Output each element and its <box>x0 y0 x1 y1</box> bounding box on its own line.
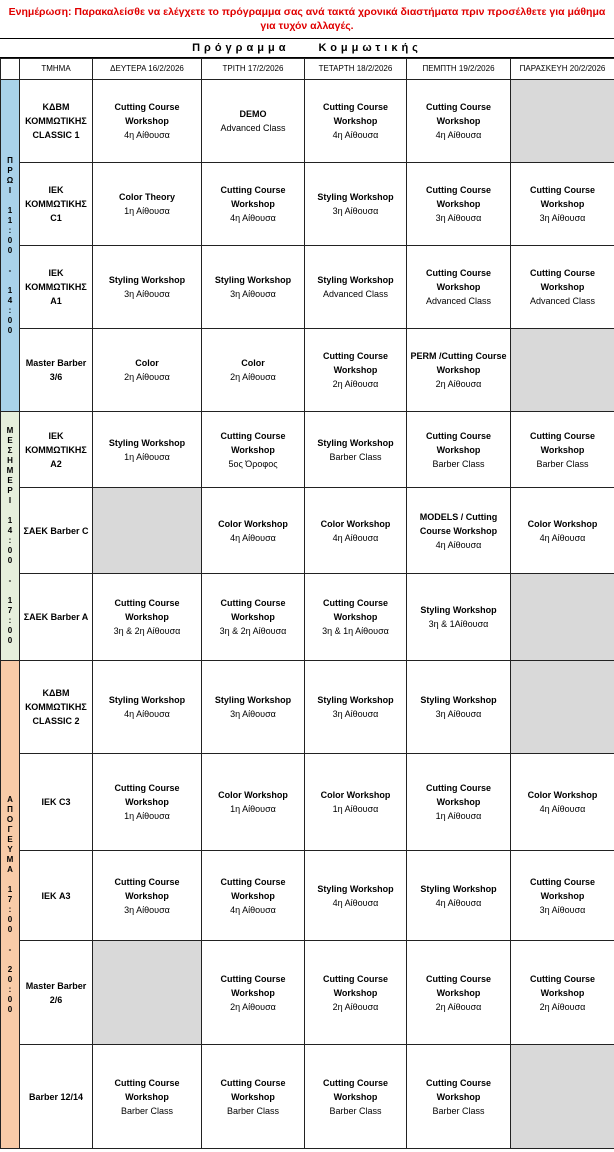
course-name: Cutting Course Workshop <box>426 783 491 807</box>
schedule-table <box>0 58 614 1149</box>
group-name: ΙΕΚ ΚΟΜΜΩΤΙΚΗΣ A1 <box>20 246 93 329</box>
room-name: Advanced Class <box>220 123 286 133</box>
class-slot <box>202 851 305 941</box>
period-label <box>1 661 20 1149</box>
class-slot <box>93 80 202 163</box>
course-name: Cutting Course Workshop <box>323 1077 388 1102</box>
class-slot <box>93 163 202 246</box>
course-name: Styling Workshop <box>108 437 186 448</box>
room-name: 2η Αίθουσα <box>124 372 170 382</box>
table-row <box>1 941 614 1045</box>
empty-slot <box>511 574 614 661</box>
course-name: Cutting Course Workshop <box>426 268 491 292</box>
class-slot <box>202 329 305 412</box>
room-name: 3η Αίθουσα <box>124 289 170 299</box>
room-name: Barber Class <box>329 1105 382 1116</box>
course-name: MODELS / Cutting Course Workshop <box>419 511 498 536</box>
class-slot <box>407 754 511 851</box>
course-name: Cutting Course Workshop <box>220 430 286 455</box>
room-name: 4η Αίθουσα <box>230 532 276 543</box>
room-name: 1η Αίθουσα <box>124 206 170 216</box>
room-name: 5ος Όροφος <box>228 458 278 469</box>
room-name: 1η Αίθουσα <box>124 811 170 821</box>
class-slot <box>202 80 305 163</box>
room-name: 3η Αίθουσα <box>435 213 482 223</box>
room-name: 3η Αίθουσα <box>230 709 276 719</box>
course-name: Cutting Course Workshop <box>220 973 286 998</box>
header-row <box>1 59 614 80</box>
class-slot <box>202 661 305 754</box>
class-slot <box>202 163 305 246</box>
room-name: Barber Class <box>226 1105 280 1116</box>
page-title: Πρόγραμμα Κομμωτικής <box>0 38 614 58</box>
room-name: 2η Αίθουσα <box>230 1001 276 1012</box>
course-name: Cutting Course Workshop <box>323 351 388 375</box>
class-slot <box>305 574 407 661</box>
class-slot <box>407 488 511 574</box>
room-name: 1η Αίθουσα <box>435 811 482 821</box>
course-name: Cutting Course Workshop <box>530 430 595 455</box>
course-name: Styling Workshop <box>317 883 394 894</box>
class-slot <box>202 941 305 1045</box>
room-name: 3η & 1η Αίθουσα <box>322 626 389 636</box>
group-name: ΙΕΚ ΚΟΜΜΩΤΙΚΗΣ C1 <box>20 163 93 246</box>
course-name: Styling Workshop <box>108 275 186 285</box>
course-name: Styling Workshop <box>420 883 497 894</box>
course-name: Cutting Course Workshop <box>220 598 286 622</box>
room-name: 4η Αίθουσα <box>230 213 276 223</box>
room-name: 4η Αίθουσα <box>124 130 170 140</box>
room-name: 3η Αίθουσα <box>435 709 482 719</box>
room-name: 3η Αίθουσα <box>124 904 170 915</box>
class-slot <box>93 412 202 488</box>
course-name: Styling Workshop <box>214 695 292 705</box>
class-slot <box>511 488 614 574</box>
course-name: Cutting Course Workshop <box>114 598 180 622</box>
course-name: DEMO <box>239 109 267 119</box>
course-name: Styling Workshop <box>317 275 394 285</box>
room-name: 2η Αίθουσα <box>230 372 276 382</box>
course-name: Cutting Course Workshop <box>426 102 491 126</box>
class-slot <box>202 488 305 574</box>
course-name: Styling Workshop <box>108 695 186 705</box>
empty-slot <box>511 329 614 412</box>
class-slot <box>305 329 407 412</box>
class-slot <box>511 412 614 488</box>
class-slot <box>93 661 202 754</box>
class-slot <box>93 754 202 851</box>
class-slot <box>93 1045 202 1149</box>
group-name: ΙΕΚ A3 <box>20 851 93 941</box>
class-slot <box>305 941 407 1045</box>
room-name: 4η Αίθουσα <box>435 539 482 550</box>
class-slot <box>407 661 511 754</box>
course-name: Cutting Course Workshop <box>323 973 388 998</box>
group-name: Barber 12/14 <box>20 1045 93 1149</box>
room-name: 2η Αίθουσα <box>332 379 379 389</box>
room-name: 1η Αίθουσα <box>124 451 170 462</box>
table-row <box>1 754 614 851</box>
course-name: Color Workshop <box>218 518 288 529</box>
class-slot <box>305 412 407 488</box>
course-name: Cutting Course Workshop <box>530 973 595 998</box>
class-slot <box>93 329 202 412</box>
course-name: Color Workshop <box>320 518 391 529</box>
period-label-text: Α Π Ο Γ Ε Υ Μ Α 1 7 : 0 0 - 2 0 : 0 0 <box>6 794 14 1014</box>
class-slot <box>305 163 407 246</box>
room-name: 4η Αίθουσα <box>539 804 586 814</box>
table-row <box>1 574 614 661</box>
course-name: Cutting Course Workshop <box>323 598 388 622</box>
column-header: ΔΕΥΤΕΡΑ 16/2/2026 <box>93 59 202 80</box>
table-row <box>1 80 614 163</box>
room-name: 3η Αίθουσα <box>539 213 586 223</box>
period-label <box>1 80 20 412</box>
table-row <box>1 851 614 941</box>
course-name: Styling Workshop <box>317 192 394 202</box>
room-name: Advanced Class <box>529 296 596 306</box>
course-name: Styling Workshop <box>420 605 497 615</box>
room-name: 4η Αίθουσα <box>435 897 482 908</box>
class-slot <box>93 246 202 329</box>
class-slot <box>407 246 511 329</box>
period-label-text: Π Ρ Ω Ι 1 1 : 0 0 - 1 4 : 0 0 <box>6 155 14 335</box>
table-row <box>1 488 614 574</box>
corner-cell <box>1 59 20 80</box>
course-name: Cutting Course Workshop <box>220 1077 286 1102</box>
group-name: Master Barber 2/6 <box>20 941 93 1045</box>
course-name: Styling Workshop <box>420 695 497 705</box>
room-name: 4η Αίθουσα <box>124 709 170 719</box>
column-header: ΤΕΤΑΡΤΗ 18/2/2026 <box>305 59 407 80</box>
course-name: Cutting Course Workshop <box>114 1077 180 1102</box>
table-row <box>1 329 614 412</box>
class-slot <box>202 754 305 851</box>
class-slot <box>305 851 407 941</box>
room-name: 4η Αίθουσα <box>332 532 379 543</box>
group-name: ΙΕΚ C3 <box>20 754 93 851</box>
class-slot <box>93 574 202 661</box>
column-header: ΤΜΗΜΑ <box>20 59 93 80</box>
class-slot <box>202 412 305 488</box>
room-name: Barber Class <box>432 458 485 469</box>
class-slot <box>511 754 614 851</box>
room-name: 2η Αίθουσα <box>435 1001 482 1012</box>
group-name: ΣΑΕΚ Barber A <box>20 574 93 661</box>
room-name: Barber Class <box>120 1105 174 1116</box>
room-name: Advanced Class <box>322 289 389 299</box>
room-name: 3η Αίθουσα <box>332 206 379 216</box>
group-name: Master Barber 3/6 <box>20 329 93 412</box>
empty-slot <box>511 661 614 754</box>
column-header: ΠΑΡΑΣΚΕΥΗ 20/2/2026 <box>511 59 614 80</box>
room-name: Advanced Class <box>425 296 492 306</box>
period-label-text: Μ Ε Σ Η Μ Ε Ρ Ι 1 4 : 0 0 - 1 7 : 0 0 <box>6 426 14 645</box>
room-name: Barber Class <box>329 451 382 462</box>
empty-slot <box>511 1045 614 1149</box>
class-slot <box>511 941 614 1045</box>
course-name: Cutting Course Workshop <box>220 876 286 901</box>
class-slot <box>305 488 407 574</box>
room-name: Barber Class <box>432 1105 485 1116</box>
room-name: 3η & 2η Αίθουσα <box>113 626 181 636</box>
course-name: Cutting Course Workshop <box>426 185 491 209</box>
group-name: ΚΔΒΜ ΚΟΜΜΩΤΙΚΗΣ CLASSIC 2 <box>20 661 93 754</box>
class-slot <box>407 80 511 163</box>
room-name: Barber Class <box>536 458 589 469</box>
class-slot <box>305 80 407 163</box>
class-slot <box>511 851 614 941</box>
class-slot <box>511 163 614 246</box>
class-slot <box>305 1045 407 1149</box>
class-slot <box>202 574 305 661</box>
room-name: 3η & 2η Αίθουσα <box>219 626 287 636</box>
table-row <box>1 1045 614 1149</box>
group-name: ΙΕΚ ΚΟΜΜΩΤΙΚΗΣ A2 <box>20 412 93 488</box>
course-name: Cutting Course Workshop <box>426 973 491 998</box>
group-name: ΣΑΕΚ Barber C <box>20 488 93 574</box>
period-label <box>1 412 20 661</box>
course-name: Cutting Course Workshop <box>114 102 180 126</box>
room-name: 1η Αίθουσα <box>230 804 276 814</box>
room-name: 2η Αίθουσα <box>539 1001 586 1012</box>
room-name: 4η Αίθουσα <box>539 532 586 543</box>
course-name: Cutting Course Workshop <box>114 783 180 807</box>
class-slot <box>407 1045 511 1149</box>
group-name: ΚΔΒΜ ΚΟΜΜΩΤΙΚΗΣ CLASSIC 1 <box>20 80 93 163</box>
room-name: 2η Αίθουσα <box>435 379 482 389</box>
course-name: Cutting Course Workshop <box>426 430 491 455</box>
course-name: Color Workshop <box>527 790 598 800</box>
course-name: Cutting Course Workshop <box>220 185 286 209</box>
class-slot <box>305 246 407 329</box>
class-slot <box>407 941 511 1045</box>
class-slot <box>202 246 305 329</box>
course-name: Color <box>241 358 265 368</box>
course-name: Cutting Course Workshop <box>530 876 595 901</box>
class-slot <box>407 851 511 941</box>
class-slot <box>407 163 511 246</box>
course-name: Color Workshop <box>320 790 391 800</box>
class-slot <box>93 851 202 941</box>
course-name: Color Theory <box>118 192 175 202</box>
course-name: Styling Workshop <box>317 437 394 448</box>
table-row <box>1 661 614 754</box>
course-name: Styling Workshop <box>317 695 394 705</box>
update-notice: Ενημέρωση: Παρακαλείσθε να ελέγχετε το πρόγραμμα σας ανά τακτά χρονικά διαστήματα πριν προσέλθετε για μάθημα για τυχόν αλλαγές. <box>8 6 606 32</box>
room-name: 2η Αίθουσα <box>332 1001 379 1012</box>
course-name: Color <box>135 358 159 368</box>
room-name: 3η Αίθουσα <box>230 289 276 299</box>
column-header: ΤΡΙΤΗ 17/2/2026 <box>202 59 305 80</box>
empty-slot <box>93 488 202 574</box>
course-name: Cutting Course Workshop <box>323 102 388 126</box>
class-slot <box>407 412 511 488</box>
empty-slot <box>511 80 614 163</box>
room-name: 1η Αίθουσα <box>332 804 379 814</box>
course-name: Color Workshop <box>218 790 288 800</box>
column-header: ΠΕΜΠΤΗ 19/2/2026 <box>407 59 511 80</box>
course-name: Styling Workshop <box>214 275 292 285</box>
course-name: Cutting Course Workshop <box>426 1077 491 1102</box>
course-name: Cutting Course Workshop <box>530 185 595 209</box>
room-name: 3η & 1Αίθουσα <box>428 619 489 629</box>
course-name: PERM /Cutting Course Workshop <box>410 351 507 375</box>
class-slot <box>407 329 511 412</box>
room-name: 4η Αίθουσα <box>332 130 379 140</box>
course-name: Cutting Course Workshop <box>530 268 595 292</box>
room-name: 4η Αίθουσα <box>435 130 482 140</box>
schedule-body <box>1 80 614 1149</box>
class-slot <box>202 1045 305 1149</box>
table-row <box>1 163 614 246</box>
room-name: 4η Αίθουσα <box>332 897 379 908</box>
empty-slot <box>93 941 202 1045</box>
class-slot <box>305 754 407 851</box>
class-slot <box>511 246 614 329</box>
table-row <box>1 246 614 329</box>
course-name: Cutting Course Workshop <box>114 876 180 901</box>
table-row <box>1 412 614 488</box>
room-name: 3η Αίθουσα <box>332 709 379 719</box>
course-name: Color Workshop <box>527 518 598 529</box>
room-name: 3η Αίθουσα <box>539 904 586 915</box>
class-slot <box>305 661 407 754</box>
class-slot <box>407 574 511 661</box>
room-name: 4η Αίθουσα <box>230 904 276 915</box>
